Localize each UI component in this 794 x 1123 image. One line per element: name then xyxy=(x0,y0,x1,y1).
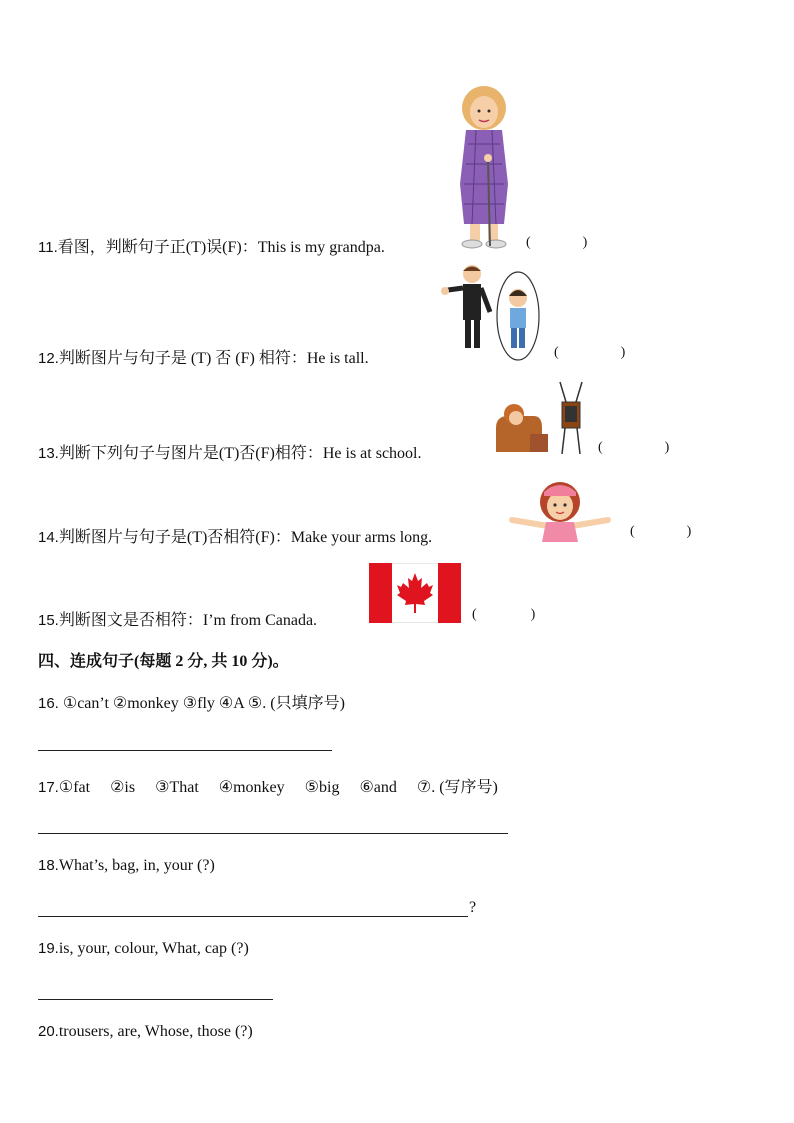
question-11 xyxy=(38,234,385,257)
question-18 xyxy=(38,857,215,875)
answer-line-17[interactable] xyxy=(38,833,508,834)
answer-blank-14[interactable] xyxy=(630,524,691,540)
answer-blank-15[interactable] xyxy=(472,607,535,623)
question-text: 判断下列句子与图片是(T)否(F)相符：He is at school. xyxy=(58,445,422,462)
boy-watching-tv-image xyxy=(490,378,590,458)
question-text: ①can’t ②monkey ③fly ④A ⑤. (只填序号) xyxy=(58,695,345,712)
question-15 xyxy=(38,607,317,630)
answer-blank-13[interactable] xyxy=(598,440,669,456)
question-19 xyxy=(38,940,249,958)
answer-line-18[interactable] xyxy=(38,916,468,917)
question-20 xyxy=(38,1023,253,1041)
question-number: 18. xyxy=(38,857,59,874)
question-text: 判断图片与句子是(T)否相符(F)：Make your arms long. xyxy=(58,529,433,546)
answer-line-19[interactable] xyxy=(38,999,273,1000)
paren-close: ) xyxy=(620,345,626,360)
answer-blank-12[interactable] xyxy=(554,345,625,361)
question-number: 20. xyxy=(38,1023,59,1040)
question-13 xyxy=(38,440,422,463)
paren-open: ( xyxy=(630,524,635,539)
answer-blank-11[interactable] xyxy=(526,235,587,251)
section-heading: 四、连成句子(每题 2 分, 共 10 分)。 xyxy=(38,653,289,670)
paren-close: ) xyxy=(582,235,588,250)
question-17 xyxy=(38,774,498,797)
paren-open: ( xyxy=(598,440,603,455)
paren-open: ( xyxy=(472,607,477,622)
man-and-boy-image xyxy=(438,262,544,362)
canada-flag-image xyxy=(369,563,461,623)
question-text: 判断图片与句子是 (T) 否 (F) 相符：He is tall. xyxy=(58,350,369,367)
paren-close: ) xyxy=(530,607,536,622)
paren-close: ) xyxy=(664,440,670,455)
question-12 xyxy=(38,345,369,368)
paren-open: ( xyxy=(554,345,559,360)
question-text: ①fat ②is ③That ④monkey ⑤big ⑥and ⑦. (写序号) xyxy=(58,779,498,796)
question-16 xyxy=(38,690,345,713)
question-text: trousers, are, Whose, those (?) xyxy=(58,1023,253,1040)
question-number: 14. xyxy=(38,529,59,546)
grandma-image xyxy=(448,84,520,250)
question-number: 15. xyxy=(38,612,59,629)
question-number: 19. xyxy=(38,940,59,957)
question-text: What’s, bag, in, your (?) xyxy=(58,857,215,874)
question-number: 16. xyxy=(38,695,59,712)
question-number: 13. xyxy=(38,445,59,462)
question-text: is, your, colour, What, cap (?) xyxy=(58,940,249,957)
question-number: 11. xyxy=(38,239,58,256)
question-number: 12. xyxy=(38,350,59,367)
paren-open: ( xyxy=(526,235,531,250)
question-number: 17. xyxy=(38,779,59,796)
question-text: 判断图文是否相符：I’m from Canada. xyxy=(58,612,318,629)
question-text: 看图，判断句子正(T)误(F)：This is my grandpa. xyxy=(57,239,385,256)
girl-arms-out-image xyxy=(504,478,616,542)
paren-close: ) xyxy=(686,524,692,539)
answer-line-16[interactable] xyxy=(38,750,332,751)
question-mark: ? xyxy=(469,899,477,916)
question-14 xyxy=(38,524,432,547)
